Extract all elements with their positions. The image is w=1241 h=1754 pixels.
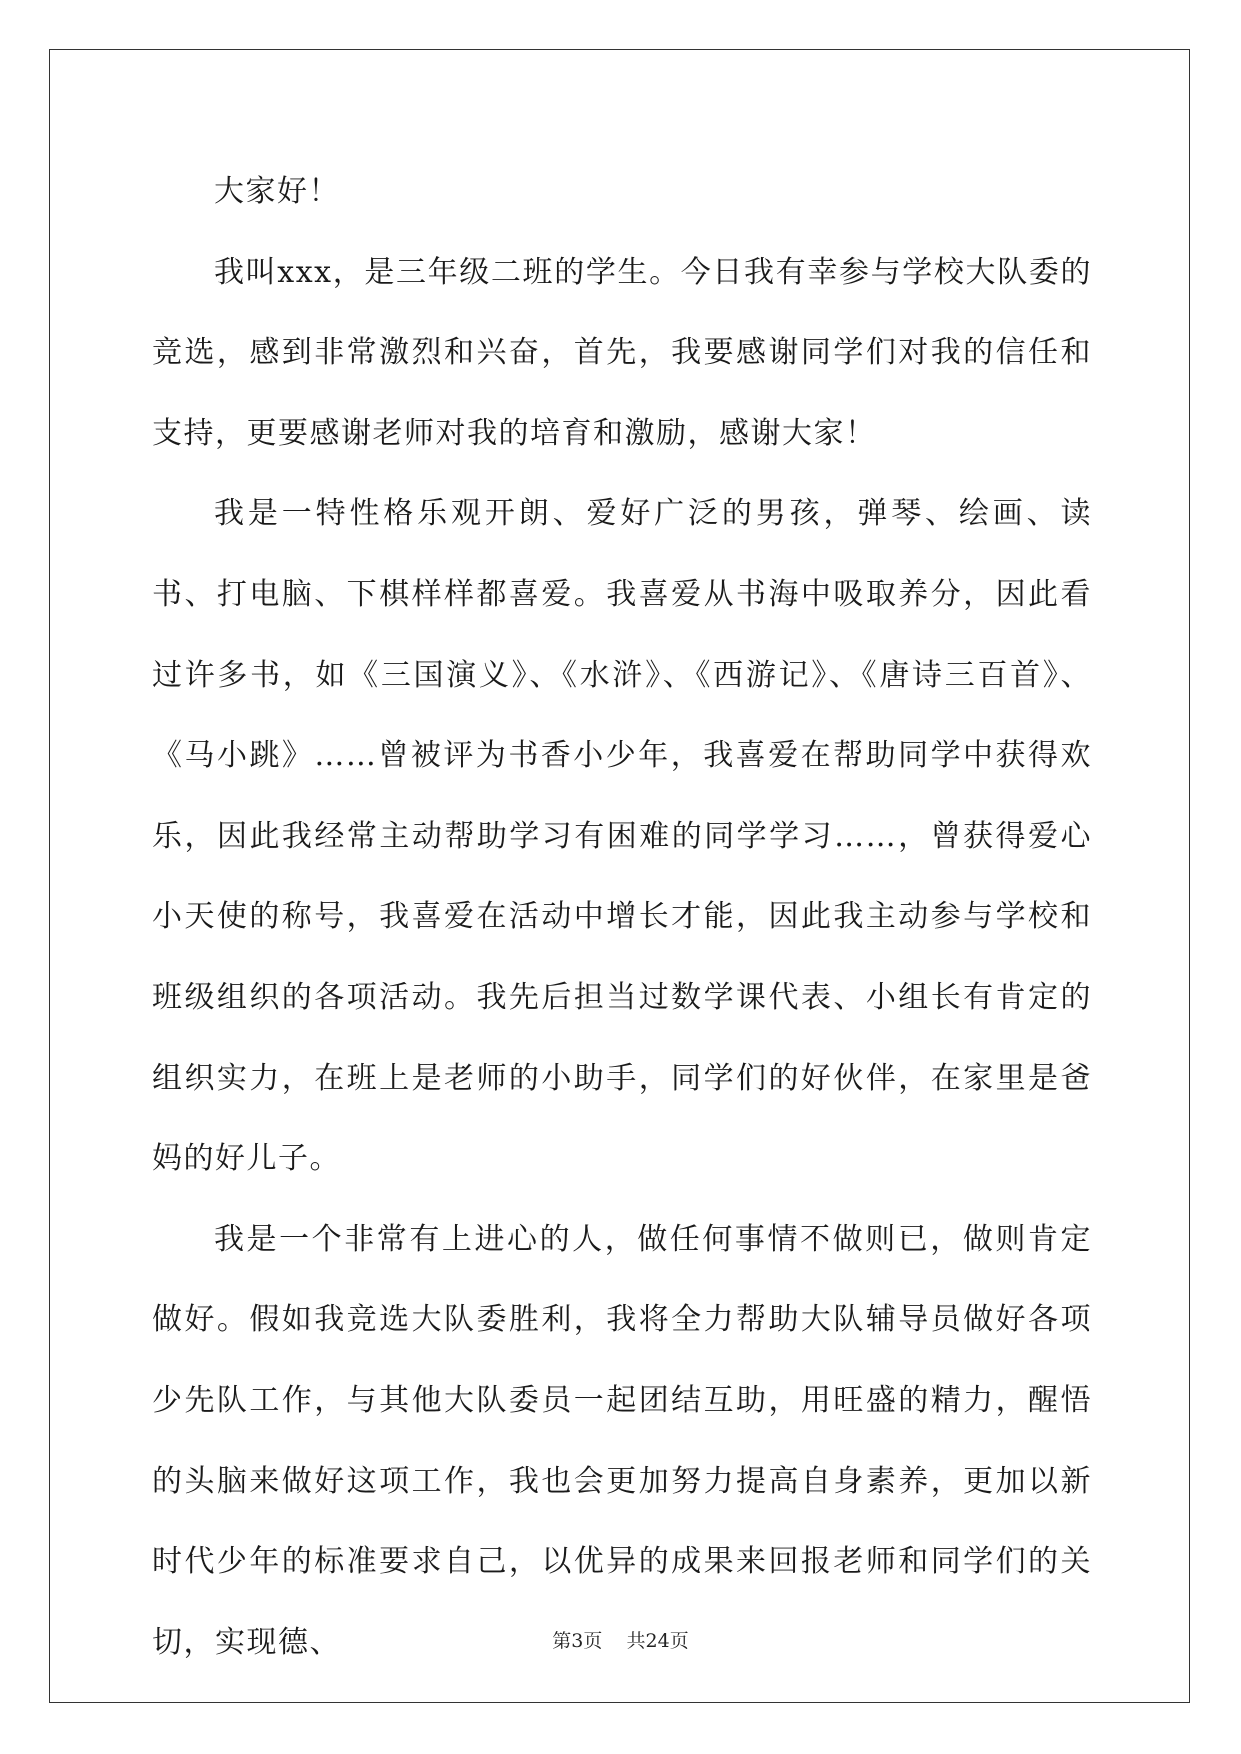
paragraph-personality: 我是一特性格乐观开朗、爱好广泛的男孩，弹琴、绘画、读书、打电脑、下棋样样都喜爱。我喜爱从书海中吸取养分，因此看过许多书，如《三国演义》、《水浒》、《西游记》、《唐诗三百首》、《马小跳》……曾被评为书香小少年，我喜爱在帮助同学中获得欢乐，因此我经常主动帮助学习有困难的同学学习……，曾获得爱心小天使的称号，我喜爱在活动中增长才能，因此我主动参与学校和班级组织的各项活动。我先后担当过数学课代表、小组长有肯定的组织实力，在班上是老师的小助手，同学们的好伙伴，在家里是爸妈的好儿子。 [152,496,1092,1177]
paragraph-introduction: 我叫xxx，是三年级二班的学生。今日我有幸参与学校大队委的竞选，感到非常激烈和兴奋，首先，我要感谢同学们对我的信任和支持，更要感谢老师对我的培育和激励，感谢大家！ [152,254,1092,451]
page-footer [0,1626,1241,1653]
document-body [152,152,1092,1683]
page-number: 第3页 [552,1630,603,1652]
paragraph-greeting: 大家好！ [214,174,340,209]
page-total: 共24页 [626,1630,689,1652]
paragraph-commitment: 我是一个非常有上进心的人，做任何事情不做则已，做则肯定做好。假如我竞选大队委胜利，我将全力帮助大队辅导员做好各项少先队工作，与其他大队委员一起团结互助，用旺盛的精力，醒悟的头脑来做好这项工作，我也会更加努力提高自身素养，更加以新时代少年的标准要求自己，以优异的成果来回报老师和同学们的关切，实现德、 [152,1221,1092,1660]
